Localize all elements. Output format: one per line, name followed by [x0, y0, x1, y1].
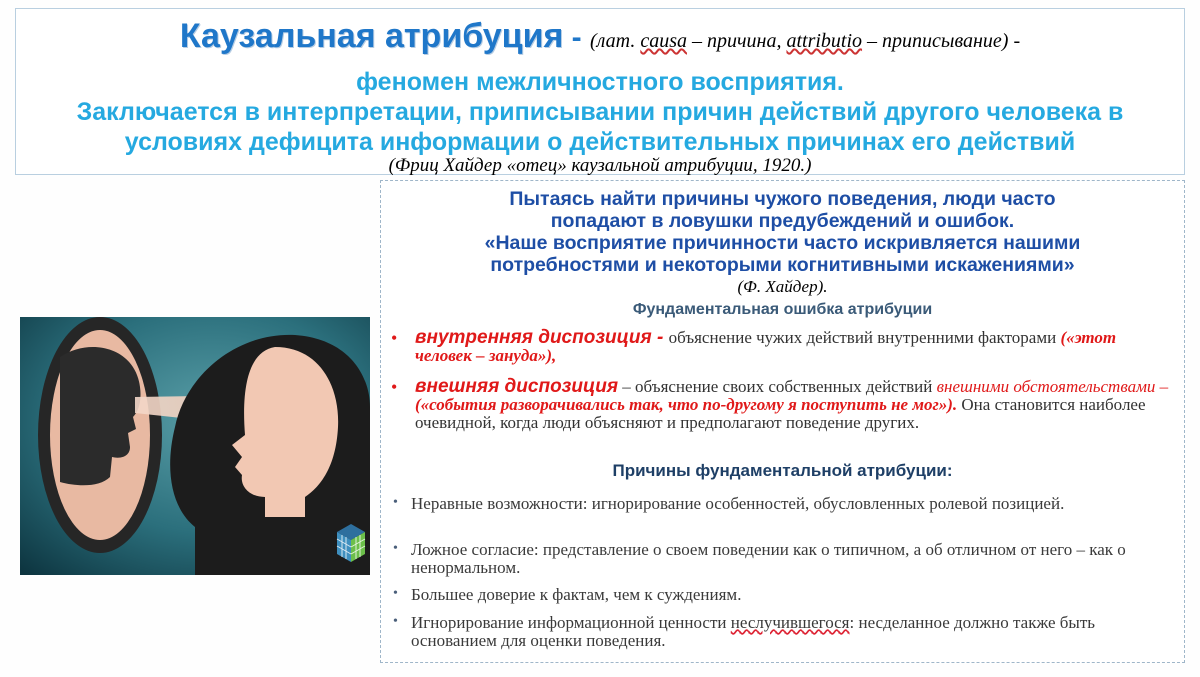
reasons-heading: Причины фундаментальной атрибуции:: [612, 461, 953, 480]
list-item-external-disposition: [391, 378, 1174, 432]
title-line: [16, 17, 1184, 57]
two-heads-silhouette-illustration: [20, 317, 370, 575]
quote-line-4: потребностями и некоторыми когнитивными искажениями»: [490, 254, 1075, 276]
internal-disposition-example: («этот человек – зануда»),: [415, 328, 1117, 365]
title-dash-end: -: [1008, 30, 1021, 52]
description: [16, 97, 1184, 157]
bullet: •: [391, 328, 398, 348]
quote-line-2: попадают в ловушки предубеждений и ошибок.: [550, 210, 1015, 232]
internal-disposition-term: внутренняя диспозиция: [415, 327, 652, 348]
external-disposition-term: внешняя диспозиция: [415, 376, 619, 397]
external-circumstances: внешними обстоятельствами –: [936, 377, 1169, 396]
quote-author: (Ф. Хайдер).: [737, 277, 828, 296]
cube-logo-icon: [335, 522, 367, 569]
content-panel: [380, 180, 1185, 663]
header-panel: [15, 8, 1185, 175]
list-item: • Неравные возможности: игнорирование особенностей, обусловленных ролевой позицией.: [393, 494, 1065, 513]
list-item: • Ложное согласие: представление о своем поведении как о типичном, а об отличном от него – как о ненормальном.: [393, 540, 1126, 577]
quote-line-3: «Наше восприятие причинности часто искривляется нашими: [484, 232, 1081, 254]
bullet: •: [391, 377, 398, 397]
external-disposition-text: – объяснение своих собственных действий: [618, 377, 937, 396]
heider-quote: [381, 188, 1184, 298]
description-line-2: условиях дефицита информации о действительных причинах его действий: [124, 128, 1076, 156]
title-dash: -: [563, 21, 590, 54]
illustration-svg: [20, 317, 370, 575]
list-item: • Большее доверие к фактам, чем к суждениям.: [393, 585, 742, 604]
fundamental-error-heading: Фундаментальная ошибка атрибуции: [632, 301, 933, 318]
page-title: Каузальная атрибуция: [179, 17, 564, 55]
list-item: • Игнорирование информационной ценности неслучившегося: несделанное должно также быть основанием для оценки поведения.: [393, 613, 1096, 650]
external-disposition-example: («события разворачивались так, что по-другому я поступить не мог»).: [415, 395, 958, 414]
list-item-internal-disposition: • внутренняя диспозиция - объяснение чужих действий внутренними факторами («этот человек – зануда»),: [391, 327, 1117, 365]
description-line-1: Заключается в интерпретации, приписывании причин действий другого человека в: [76, 98, 1124, 126]
title-etymology: (лат. causa – причина, attributio – приписывание): [590, 30, 1009, 52]
quote-line-1: Пытаясь найти причины чужого поведения, люди часто: [509, 188, 1056, 210]
external-disposition-rest: Она становится наиболее очевидной, когда люди объясняют и предполагают поведение других.: [415, 395, 1146, 432]
author-note: (Фриц Хайдер «отец» каузальной атрибуции, 1920.): [388, 155, 812, 176]
internal-disposition-text: объяснение чужих действий внутренними факторами: [668, 328, 1061, 347]
subtitle: феномен межличностного восприятия.: [356, 68, 844, 96]
